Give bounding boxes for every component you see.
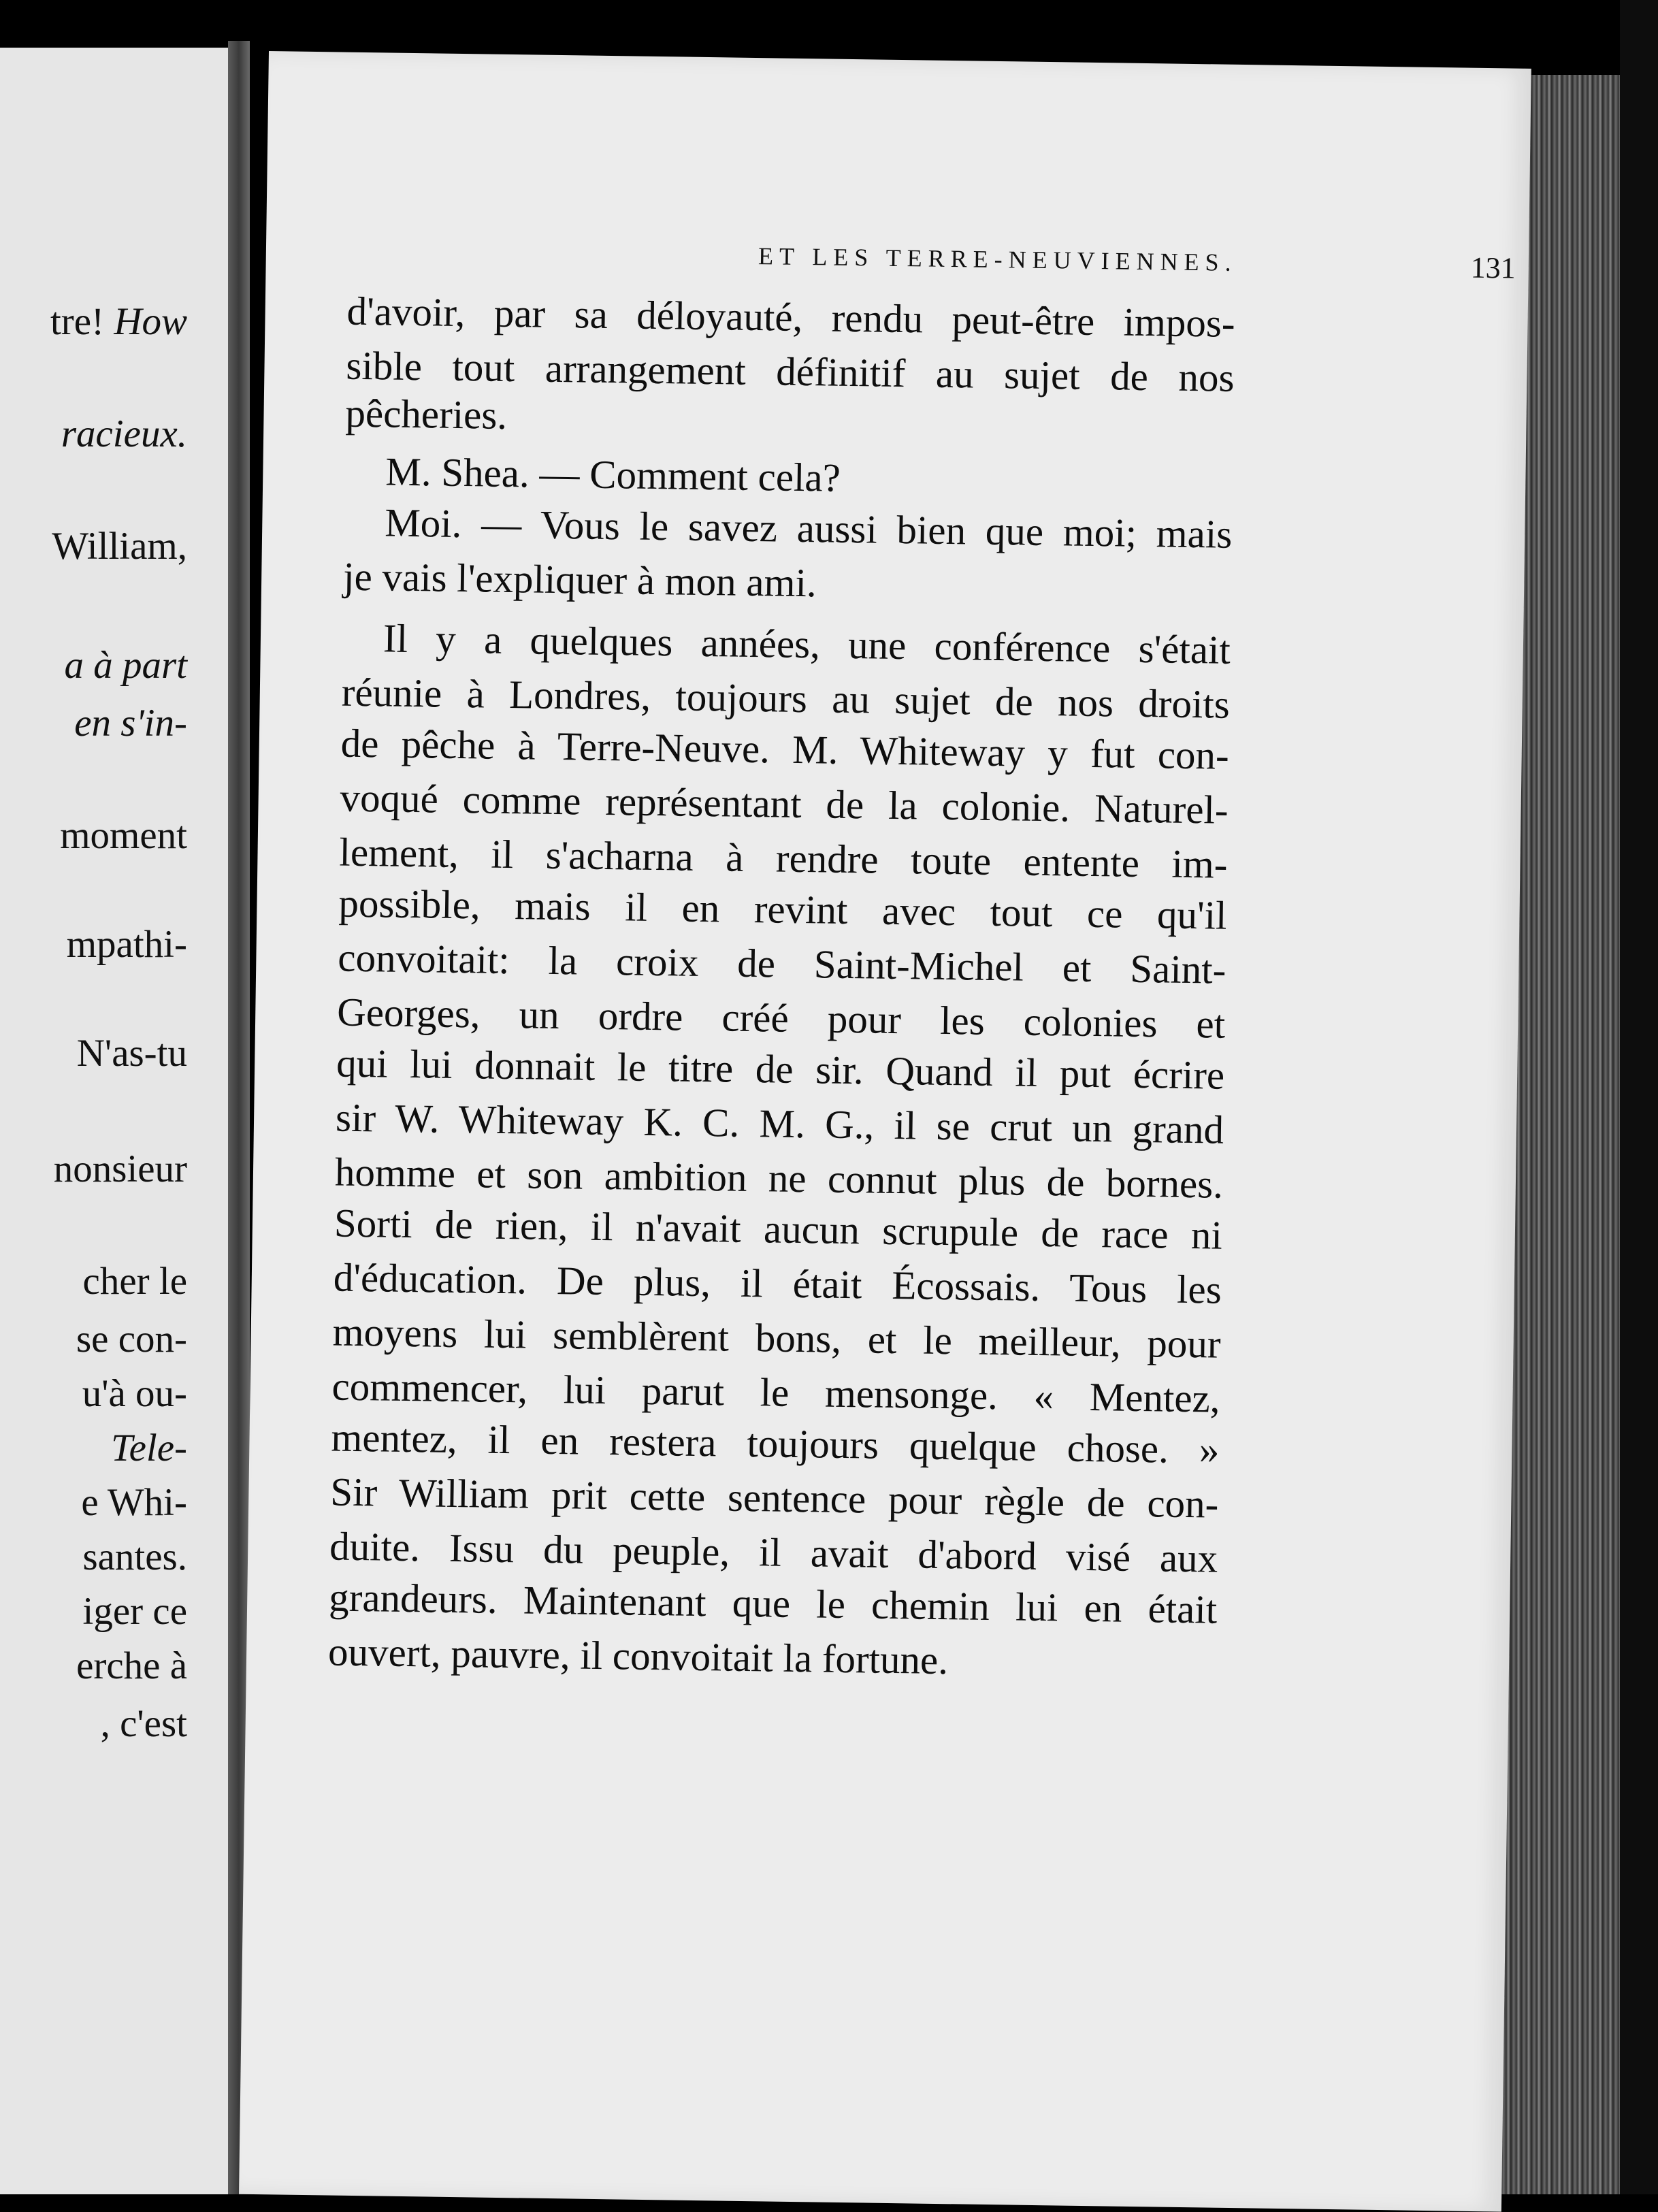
body-text-line: d'éducation. De plus, il était Écossais. Tous les [333, 1254, 1222, 1312]
body-text-line: qui lui donnait le titre de sir. Quand il put écrire [336, 1040, 1225, 1098]
scan-border [1620, 0, 1658, 2194]
left-page-line: u'à ou- [82, 1372, 187, 1415]
left-page-line: moment [60, 814, 187, 857]
left-page-line: se con- [76, 1318, 187, 1361]
left-page-line: N'as-tu [76, 1032, 187, 1075]
body-text-line: possible, mais il en revint avec tout ce qu'il [338, 880, 1227, 938]
left-page-line: e Whi- [81, 1481, 187, 1524]
body-text-line: mentez, il en restera toujours quelque chose. » [331, 1414, 1220, 1472]
body-text-line: Sir William prit cette sentence pour règle de con- [329, 1469, 1219, 1527]
body-text-line: Moi. — Vous le savez aussi bien que moi; mais [384, 500, 1233, 557]
running-head: ET LES TERRE-NEUVIENNES. [758, 242, 1237, 276]
body-text-line: Sorti de rien, il n'avait aucun scrupule de race ni [334, 1200, 1223, 1258]
left-page [0, 48, 228, 2194]
page-number: 131 [1470, 250, 1516, 285]
body-text-line: sible tout arrangement définitif au sujet de nos [346, 342, 1235, 400]
left-page-line: en s'in- [74, 702, 187, 745]
body-text-line: sir W. Whiteway K. C. M. G., il se crut un grand [335, 1094, 1224, 1152]
body-text-line: Il y a quelques années, une conférence s'était [383, 615, 1231, 672]
left-page-line: William, [52, 525, 187, 568]
main-page [239, 51, 1531, 2212]
body-text-line: pêcheries. [345, 390, 508, 438]
left-page-line: iger ce [82, 1590, 187, 1633]
body-text-line: convoitait: la croix de Saint-Michel et Saint- [337, 934, 1226, 992]
left-page-line: tre! How [50, 300, 187, 343]
body-text-line: d'avoir, par sa déloyauté, rendu peut-être impos- [346, 288, 1236, 346]
left-page-line: Tele- [111, 1427, 187, 1469]
left-page-line: a à part [64, 644, 187, 687]
left-page-line: racieux. [61, 412, 187, 455]
body-text-line: lement, il s'acharna à rendre toute entente im- [339, 829, 1228, 887]
left-page-line: nonsieur [53, 1148, 187, 1190]
body-text-line: duite. Issu du peuple, il avait d'abord visé aux [329, 1523, 1218, 1581]
body-text-line: réunie à Londres, toujours au sujet de nos droits [341, 669, 1231, 727]
body-text-line: ouvert, pauvre, il convoitait la fortune. [327, 1629, 949, 1683]
left-page-line: , c'est [100, 1702, 187, 1745]
body-text-line: je vais l'expliquer à mon ami. [342, 553, 817, 606]
body-text [327, 284, 1236, 1683]
body-text-line: moyens lui semblèrent bons, et le meilleur, pour [332, 1309, 1222, 1367]
body-text-line: voqué comme représentant de la colonie. Naturel- [340, 775, 1229, 832]
body-text-line: de pêche à Terre-Neuve. M. Whiteway y fut con- [340, 720, 1230, 778]
left-page-line: santes. [82, 1535, 187, 1578]
body-text-line: M. Shea. — Comment cela? [385, 449, 841, 500]
body-text-line: commencer, lui parut le mensonge. « Mentez, [331, 1363, 1220, 1421]
left-page-line: mpathi- [66, 923, 187, 966]
left-page-line: cher le [82, 1260, 187, 1303]
left-page-line: erche à [76, 1644, 187, 1687]
body-text-line: Georges, un ordre créé pour les colonies et [336, 989, 1226, 1047]
body-text-line: grandeurs. Maintenant que le chemin lui en était [328, 1574, 1218, 1632]
body-text-line: homme et son ambition ne connut plus de bornes. [334, 1149, 1224, 1207]
